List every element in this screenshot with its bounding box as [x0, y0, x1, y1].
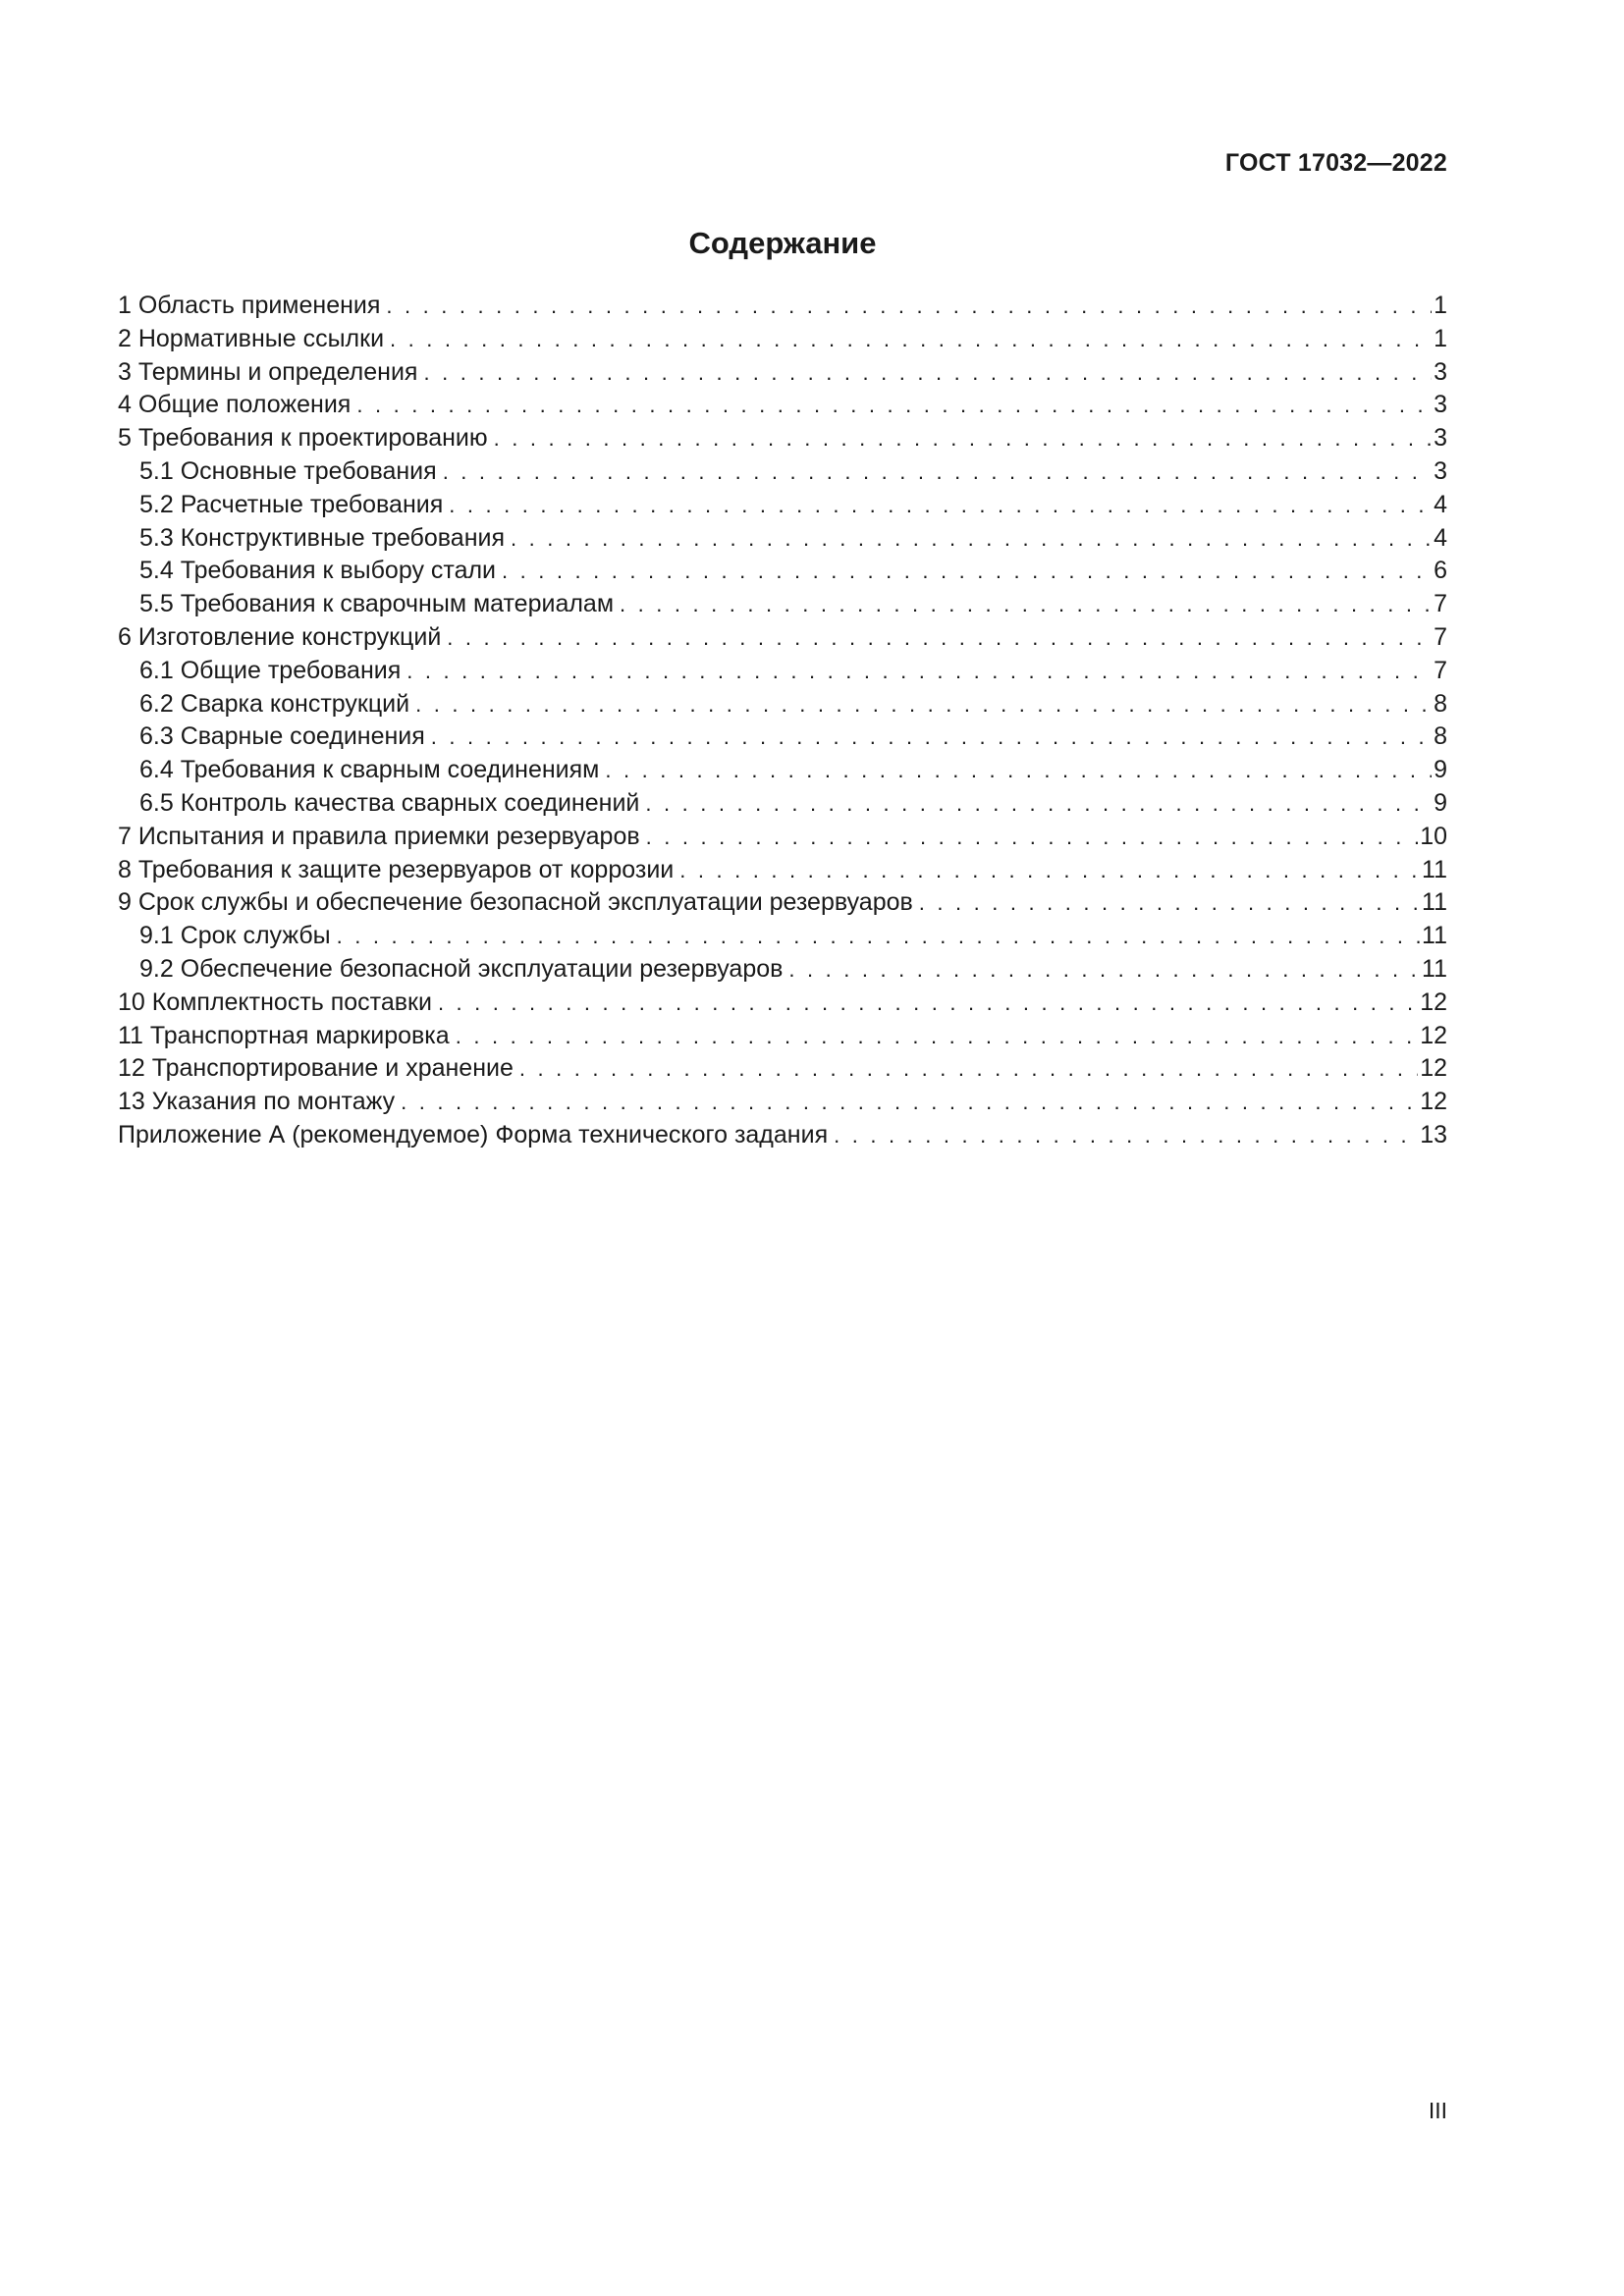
- toc-entry-page: 3: [1434, 357, 1447, 386]
- toc-entry-page: 13: [1420, 1120, 1447, 1148]
- toc-entry-text: 4 Общие положения: [118, 391, 352, 419]
- toc-entry[interactable]: [118, 522, 1447, 556]
- toc-entry-text: 5.4 Требования к выбору стали: [139, 557, 497, 585]
- toc-leader-dots: [337, 920, 1420, 953]
- toc-entry-page: 4: [1434, 490, 1447, 518]
- toc-leader-dots: [494, 422, 1432, 455]
- toc-entry[interactable]: [118, 323, 1447, 356]
- toc-leader-dots: [356, 389, 1432, 422]
- toc-leader-dots: [519, 1052, 1418, 1086]
- toc-leader-dots: [919, 886, 1420, 920]
- toc-entry-page: 12: [1420, 1021, 1447, 1049]
- toc-leader-dots: [386, 290, 1432, 323]
- toc-entry-page: 9: [1434, 756, 1447, 784]
- toc-leader-dots: [456, 1020, 1418, 1053]
- toc-entry-text: 2 Нормативные ссылки: [118, 324, 385, 352]
- toc-entry-text: 9.1 Срок службы: [139, 922, 331, 950]
- toc-entry-text: 8 Требования к защите резервуаров от коррозии: [118, 855, 675, 883]
- toc-entry-page: 11: [1422, 922, 1447, 950]
- toc-entry-text: 5.5 Требования к сварочным материалам: [139, 590, 615, 618]
- toc-entry[interactable]: [118, 489, 1447, 522]
- toc-entry[interactable]: [118, 655, 1447, 688]
- table-of-contents: [118, 290, 1447, 1152]
- toc-leader-dots: [390, 323, 1432, 356]
- toc-entry[interactable]: [118, 886, 1447, 920]
- toc-entry-page: 11: [1422, 855, 1447, 883]
- document-code: ГОСТ 17032—2022: [1224, 149, 1447, 177]
- toc-entry[interactable]: [118, 290, 1447, 323]
- toc-entry-page: 8: [1434, 722, 1447, 751]
- toc-entry[interactable]: [118, 987, 1447, 1020]
- toc-leader-dots: [449, 489, 1432, 522]
- toc-entry-text: 13 Указания по монтажу: [118, 1088, 396, 1116]
- toc-entry-page: 1: [1434, 324, 1447, 352]
- toc-entry[interactable]: [118, 555, 1447, 588]
- toc-entry[interactable]: [118, 854, 1447, 887]
- toc-entry-text: 10 Комплектность поставки: [118, 988, 432, 1016]
- toc-leader-dots: [447, 621, 1432, 655]
- toc-entry-text: Приложение А (рекомендуемое) Форма технического задания: [118, 1120, 829, 1148]
- toc-leader-dots: [438, 987, 1418, 1020]
- toc-entry-page: 11: [1422, 954, 1447, 983]
- toc-entry-text: 5 Требования к проектированию: [118, 424, 488, 453]
- toc-entry-page: 9: [1434, 788, 1447, 817]
- toc-leader-dots: [788, 953, 1420, 987]
- toc-entry-text: 9.2 Обеспечение безопасной эксплуатации резервуаров: [139, 954, 784, 983]
- toc-entry-page: 6: [1434, 557, 1447, 585]
- toc-leader-dots: [431, 721, 1432, 754]
- toc-entry[interactable]: [118, 1020, 1447, 1053]
- toc-entry-text: 5.3 Конструктивные требования: [139, 523, 505, 552]
- toc-entry[interactable]: [118, 920, 1447, 953]
- toc-entry-text: 6.1 Общие требования: [139, 656, 402, 684]
- toc-entry-page: 12: [1420, 1088, 1447, 1116]
- toc-leader-dots: [620, 588, 1432, 621]
- toc-entry-text: 3 Термины и определения: [118, 357, 418, 386]
- toc-entry-page: 4: [1434, 523, 1447, 552]
- toc-entry[interactable]: [118, 356, 1447, 390]
- toc-entry-text: 11 Транспортная маркировка: [118, 1021, 450, 1049]
- toc-entry-page: 7: [1434, 656, 1447, 684]
- toc-entry[interactable]: [118, 422, 1447, 455]
- toc-entry-text: 6.3 Сварные соединения: [139, 722, 425, 751]
- toc-leader-dots: [415, 688, 1432, 721]
- toc-entry-text: 12 Транспортирование и хранение: [118, 1054, 514, 1083]
- toc-entry[interactable]: [118, 953, 1447, 987]
- toc-leader-dots: [423, 356, 1432, 390]
- toc-entry[interactable]: [118, 588, 1447, 621]
- toc-entry[interactable]: [118, 721, 1447, 754]
- toc-entry-page: 3: [1434, 391, 1447, 419]
- toc-entry-text: 1 Область применения: [118, 292, 381, 319]
- toc-title: Содержание: [688, 226, 877, 260]
- toc-entry[interactable]: [118, 821, 1447, 854]
- toc-leader-dots: [406, 655, 1432, 688]
- toc-entry-text: 5.1 Основные требования: [139, 456, 437, 485]
- toc-entry-page: 12: [1420, 1054, 1447, 1083]
- toc-leader-dots: [646, 821, 1419, 854]
- toc-entry[interactable]: [118, 1052, 1447, 1086]
- toc-entry[interactable]: [118, 787, 1447, 821]
- toc-leader-dots: [401, 1086, 1418, 1119]
- toc-entry[interactable]: [118, 621, 1447, 655]
- toc-entry-page: 10: [1420, 822, 1447, 850]
- toc-leader-dots: [679, 854, 1420, 887]
- toc-entry-text: 5.2 Расчетные требования: [139, 490, 444, 518]
- toc-entry-page: 7: [1434, 622, 1447, 651]
- toc-entry-text: 7 Испытания и правила приемки резервуаров: [118, 822, 640, 850]
- toc-leader-dots: [645, 787, 1432, 821]
- toc-entry-page: 1: [1434, 292, 1447, 319]
- toc-leader-dots: [511, 522, 1432, 556]
- toc-leader-dots: [834, 1119, 1418, 1152]
- toc-entry-text: 6.4 Требования к сварным соединениям: [139, 756, 600, 784]
- toc-entry[interactable]: [118, 1086, 1447, 1119]
- toc-entry-page: 3: [1434, 456, 1447, 485]
- toc-entry[interactable]: [118, 1119, 1447, 1152]
- toc-leader-dots: [605, 754, 1432, 787]
- toc-entry[interactable]: [118, 389, 1447, 422]
- toc-entry-page: 12: [1420, 988, 1447, 1016]
- toc-entry-page: 8: [1434, 689, 1447, 718]
- toc-entry[interactable]: [118, 455, 1447, 489]
- toc-entry-text: 6.2 Сварка конструкций: [139, 689, 410, 718]
- toc-entry[interactable]: [118, 754, 1447, 787]
- toc-entry-page: 11: [1422, 888, 1447, 917]
- toc-entry-text: 6.5 Контроль качества сварных соединений: [139, 788, 640, 817]
- toc-entry-page: 3: [1434, 424, 1447, 453]
- toc-entry-page: 7: [1434, 590, 1447, 618]
- page-number: III: [1428, 2098, 1447, 2123]
- toc-entry-text: 6 Изготовление конструкций: [118, 622, 442, 651]
- toc-leader-dots: [443, 455, 1432, 489]
- toc-leader-dots: [502, 555, 1432, 588]
- toc-entry-text: 9 Срок службы и обеспечение безопасной эксплуатации резервуаров: [118, 888, 913, 917]
- toc-entry[interactable]: [118, 688, 1447, 721]
